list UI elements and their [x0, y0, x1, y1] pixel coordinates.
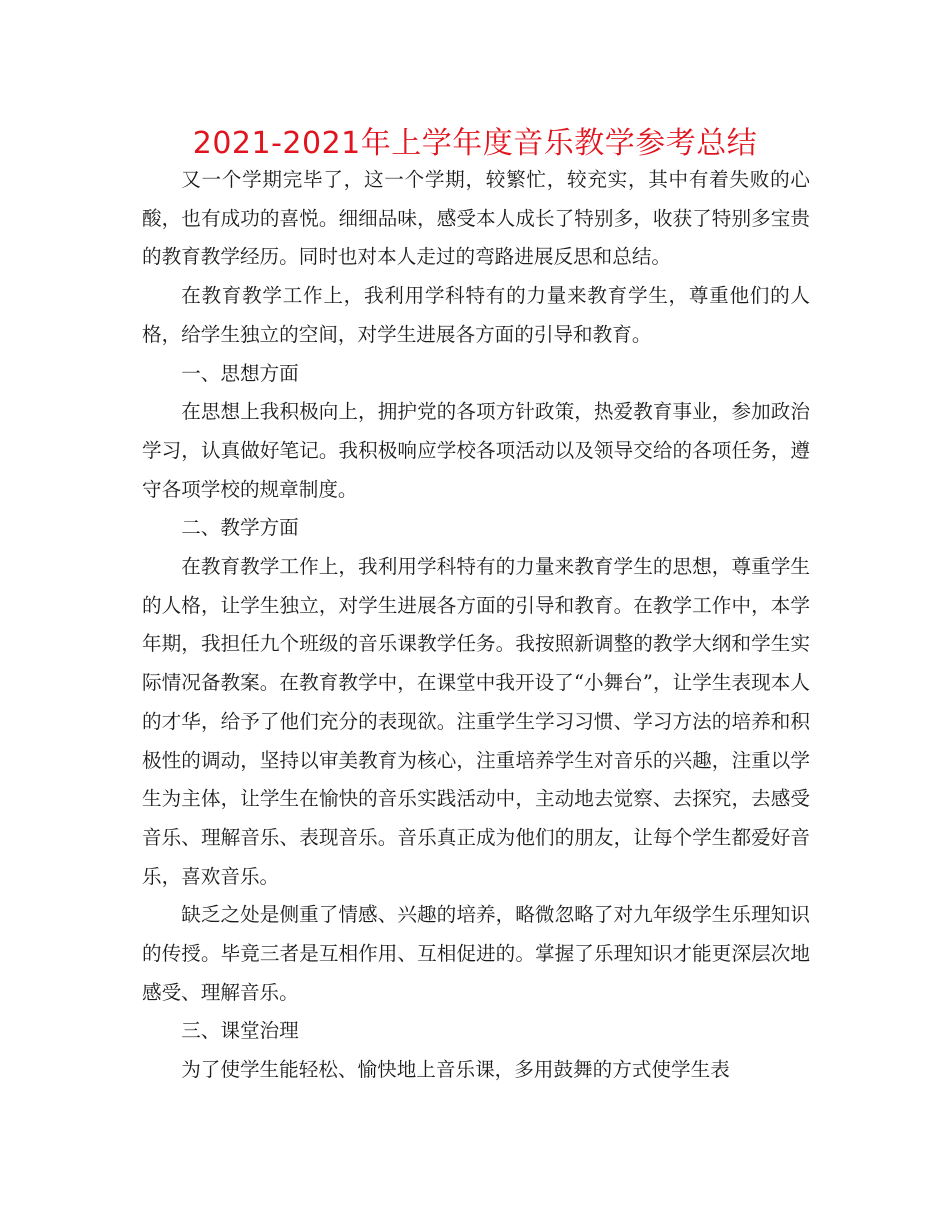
paragraph-intro: 又一个学期完毕了，这一个学期，较繁忙，较充实，其中有着失败的心酸，也有成功的喜悦。细细品味，感受本人成长了特别多，收获了特别多宝贵的教育教学经历。同时也对本人走过的弯路进展反思和总结。 — [142, 168, 810, 269]
paragraph-shortcomings: 缺乏之处是侧重了情感、兴趣的培养，略微忽略了对九年级学生乐理知识的传授。毕竟三者是互相作用、互相促进的。掌握了乐理知识才能更深层次地感受、理解音乐。 — [142, 903, 810, 1004]
document-body — [142, 161, 810, 1090]
section-heading-classroom: 三、课堂治理 — [181, 1019, 299, 1043]
paragraph-thought: 在思想上我积极向上，拥护党的各项方针政策，热爱教育事业，参加政治学习，认真做好笔记。我积极响应学校各项活动以及领导交给的各项任务，遵守各项学校的规章制度。 — [142, 400, 810, 501]
paragraph-classroom: 为了使学生能轻松、愉快地上音乐课，多用鼓舞的方式使学生表 — [181, 1058, 730, 1082]
document-title: 2021-2021年上学年度音乐教学参考总结 — [192, 126, 758, 161]
paragraph-teaching: 在教育教学工作上，我利用学科特有的力量来教育学生的思想，尊重学生的人格，让学生独立，对学生进展各方面的引导和教育。在教学工作中，本学年期，我担任九个班级的音乐课教学任务。我按照新调整的教学大纲和学生实际情况备教案。在教育教学中，在课堂中我开设了“小舞台”，让学生表现本人的才华，给予了他们充分的表现欲。注重学生学习习惯、学习方法的培养和积极性的调动，坚持以审美教育为核心，注重培养学生对音乐的兴趣，注重以学生为主体，让学生在愉快的音乐实践活动中，主动地去觉察、去探究，去感受音乐、理解音乐、表现音乐。音乐真正成为他们的朋友，让每个学生都爱好音乐，喜欢音乐。 — [142, 555, 810, 888]
section-heading-teaching: 二、教学方面 — [181, 516, 299, 540]
section-heading-thought: 一、思想方面 — [181, 361, 299, 385]
paragraph-teaching-work: 在教育教学工作上，我利用学科特有的力量来教育学生，尊重他们的人格，给学生独立的空间，对学生进展各方面的引导和教育。 — [142, 284, 810, 346]
